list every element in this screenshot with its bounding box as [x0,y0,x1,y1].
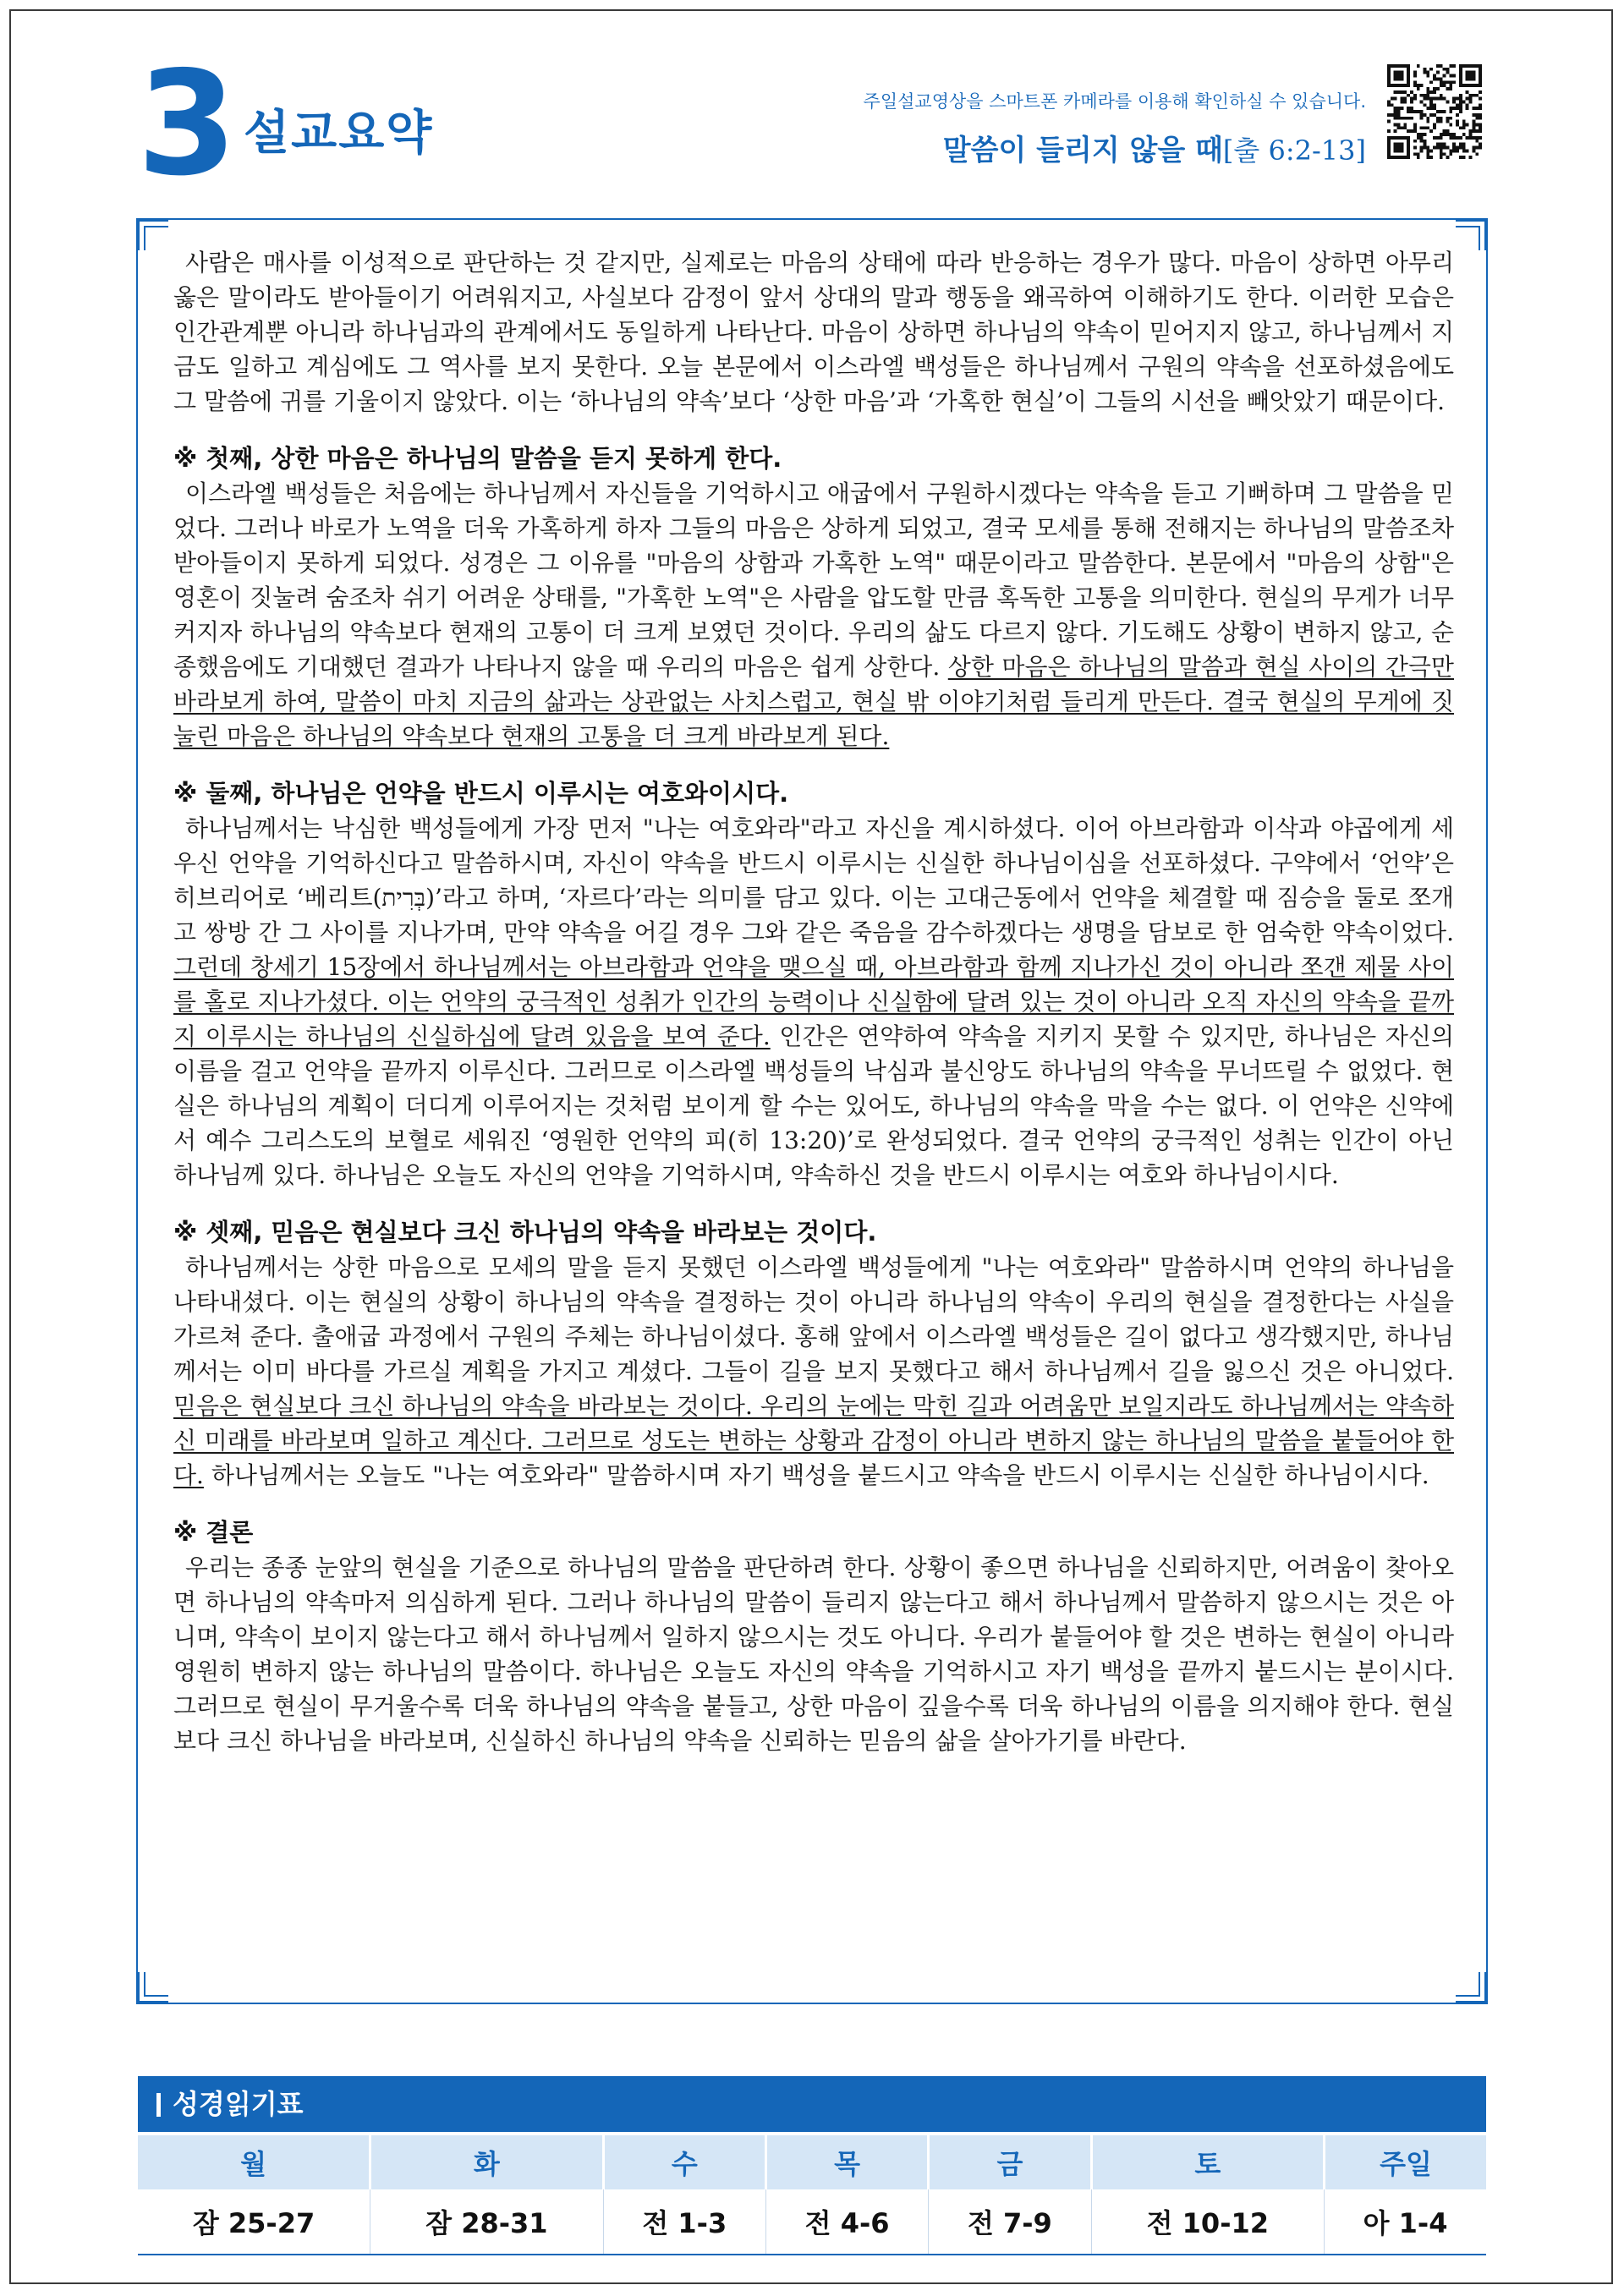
section-paragraph [173,245,1454,419]
reading-plan-table [138,2135,1486,2255]
section-heading: ※ 둘째, 하나님은 언약을 반드시 이루시는 여호와이시다. [173,779,789,808]
section-heading: ※ 첫째, 상한 마음은 하나님의 말씀을 듣지 못하게 한다. [173,444,782,473]
body-text: 사람은 매사를 이성적으로 판단하는 것 같지만, 실제로는 마음의 상태에 따라 반응하는 경우가 많다. 마음이 상하면 아무리 옳은 말이라도 받아들이기 어려워지고, 사실보다 감정이 앞서 상대의 말과 행동을 왜곡하여 이해하기도 한다. 이러한 모습은 인간관계뿐 아니라 하나님과의 관계에서도 동일하게 나타난다. 마음이 상하면 하나님의 약속이 믿어지지 않고, 하나님께서 지금도 일하고 계심에도 그 역사를 보지 못한다. 오늘 본문에서 이스라엘 백성들은 하나님께서 구원의 약속을 선포하셨음에도 그 말씀에 귀를 기울이지 않았다. 이는 ‘하나님의 약속’보다 ‘상한 마음’과 ‘가혹한 현실’이 그들의 시선을 빼앗았기 때문이다. [173,249,1454,415]
section-paragraph [173,1550,1454,1758]
header-bar-icon [156,2093,161,2117]
body-text: 하나님께서는 낙심한 백성들에게 가장 먼저 "나는 여호와라"라고 자신을 계시하셨다. 이어 아브라함과 이삭과 야곱에게 세우신 언약을 기억하신다고 말씀하시며, 자신이 약속을 반드시 이루시는 신실한 하나님이심을 선포하셨다. 구약에서 ‘언약’은 히브리어로 ‘베리트(בְּרִית)’라고 하며, ‘자르다’라는 의미를 담고 있다. 이는 고대근동에서 언약을 체결할 때 짐승을 둘로 쪼개고 쌍방 간 그 사이를 지나가며, 만약 약속을 어길 경우 그와 같은 죽음을 감수하겠다는 생명을 담보로 한 엄숙한 약속이었다. [173,814,1454,946]
reading-passages-row [138,2189,1486,2255]
sermon-title-text: 말씀이 들리지 않을 때 [942,134,1223,167]
section-title: 설교요약 [244,106,434,161]
section-heading: ※ 결론 [173,1518,254,1547]
reading-day: 금 [929,2135,1091,2189]
reading-day: 수 [603,2135,765,2189]
reading-passage: 전 4-6 [765,2189,928,2255]
reading-day: 목 [765,2135,928,2189]
reading-passage: 전 10-12 [1091,2189,1325,2255]
qr-note: 주일설교영상을 스마트폰 카메라를 이용해 확인하실 수 있습니다. [863,91,1366,112]
corner-ornament-icon [136,1970,170,2004]
reading-passage: 전 7-9 [929,2189,1091,2255]
body-text: 이스라엘 백성들은 처음에는 하나님께서 자신들을 기억하시고 애굽에서 구원하시겠다는 약속을 듣고 기뻐하며 그 말씀을 믿었다. 그러나 바로가 노역을 더욱 가혹하게 하자 그들의 마음은 상하게 되었고, 결국 모세를 통해 전해지는 하나님의 말씀조차 받아들이지 못하게 되었다. 성경은 그 이유를 "마음의 상함과 가혹한 노역" 때문이라고 말씀한다. 본문에서 "마음의 상함"은 영혼이 짓눌려 숨조차 쉬기 어려운 상태를, "가혹한 노역"은 사람을 압도할 만큼 혹독한 고통을 의미한다. 현실의 무게가 너무 커지자 하나님의 약속보다 현재의 고통이 더 크게 보였던 것이다. 우리의 삶도 다르지 않다. 기도해도 상황이 변하지 않고, 순종했음에도 기대했던 결과가 나타나지 않을 때 우리의 마음은 쉽게 상한다. [173,479,1454,681]
section-paragraph [173,1250,1454,1493]
section-paragraph [173,476,1454,753]
body-text: 우리는 종종 눈앞의 현실을 기준으로 하나님의 말씀을 판단하려 한다. 상황이 좋으면 하나님을 신뢰하지만, 어려움이 찾아오면 하나님의 약속마저 의심하게 된다. 그러나 하나님의 말씀이 들리지 않는다고 해서 하나님께서 말씀하지 않으시는 것은 아니며, 약속이 보이지 않는다고 해서 하나님께서 일하지 않으시는 것도 아니다. 우리가 붙들어야 할 것은 변하는 현실이 아니라 영원히 변하지 않는 하나님의 말씀이다. 하나님은 오늘도 자신의 약속을 기억하시고 자기 백성을 끝까지 붙드시는 분이시다. 그러므로 현실이 무거울수록 더욱 하나님의 약속을 붙들고, 상한 마음이 깊을수록 더욱 하나님의 이름을 의지해야 한다. 현실보다 크신 하나님을 바라보며, 신실하신 하나님의 약속을 신뢰하는 믿음의 삶을 살아가기를 바란다. [173,1553,1454,1755]
underlined-text: 그런데 창세기 15장에서 하나님께서는 아브라함과 언약을 맺으실 때, 아브라함과 함께 지나가신 것이 아니라 쪼갠 제물 사이를 홀로 지나가셨다. 이는 언약의 궁극적인 성취가 인간의 능력이나 신실함에 달려 있는 것이 아니라 오직 자신의 약속을 끝까지 이루시는 하나님의 신실하심에 달려 있음을 보여 준다. [173,953,1454,1050]
reading-plan-header [138,2076,1486,2132]
reading-passage: 잠 25-27 [138,2189,370,2255]
body-text: 인간은 연약하여 약속을 지키지 못할 수 있지만, 하나님은 자신의 이름을 걸고 언약을 끝까지 이루신다. 그러므로 이스라엘 백성들의 낙심과 불신앙도 하나님의 약속을 무너뜨릴 수 없었다. 현실은 하나님의 계획이 더디게 이루어지는 것처럼 보이게 할 수는 있어도, 하나님의 약속을 막을 수는 없다. 이 언약은 신약에서 예수 그리스도의 보혈로 세워진 ‘영원한 언약의 피(히 13:20)’로 완성되었다. 결국 언약의 궁극적인 성취는 인간이 아닌 하나님께 있다. 하나님은 오늘도 자신의 언약을 기억하시며, 약속하신 것을 반드시 이루시는 여호와 하나님이시다. [173,1022,1454,1189]
reading-passage: 아 1-4 [1325,2189,1486,2255]
section-paragraph [173,811,1454,1192]
sermon-title [943,127,1366,168]
corner-ornament-icon [1454,1970,1488,2004]
reading-passage: 잠 28-31 [370,2189,604,2255]
reading-day: 월 [138,2135,370,2189]
sermon-summary-box [136,218,1488,2004]
corner-ornament-icon [1454,218,1488,252]
reading-days-row [138,2135,1486,2189]
section-number: 3 [137,41,234,208]
reading-day: 화 [370,2135,604,2189]
scripture-reference: [출 6:2-13] [1222,134,1366,167]
underlined-text: 상한 마음은 하나님의 말씀과 현실 사이의 간극만 바라보게 하여, 말씀이 마치 지금의 삶과는 상관없는 사치스럽고, 현실 밖 이야기처럼 들리게 만든다. 결국 현실의 무게에 짓눌린 마음은 하나님의 약속보다 현재의 고통을 더 크게 바라보게 된다. [173,653,1454,750]
reading-passage: 전 1-3 [603,2189,765,2255]
qr-code-icon[interactable] [1387,64,1482,159]
reading-day: 토 [1091,2135,1325,2189]
sermon-text [173,245,1454,1758]
reading-day: 주일 [1325,2135,1486,2189]
body-text: 하나님께서는 상한 마음으로 모세의 말을 듣지 못했던 이스라엘 백성들에게 "나는 여호와라" 말씀하시며 언약의 하나님을 나타내셨다. 이는 현실의 상황이 하나님의 약속을 결정하는 것이 아니라 하나님의 약속이 우리의 현실을 결정한다는 사실을 가르쳐 준다. 출애굽 과정에서 구원의 주체는 하나님이셨다. 홍해 앞에서 이스라엘 백성들은 길이 없다고 생각했지만, 하나님께서는 이미 바다를 가르실 계획을 가지고 계셨다. 그들이 길을 보지 못했다고 해서 하나님께서 길을 잃으신 것은 아니었다. [173,1253,1454,1385]
underlined-text: 믿음은 현실보다 크신 하나님의 약속을 바라보는 것이다. 우리의 눈에는 막힌 길과 어려움만 보일지라도 하나님께서는 약속하신 미래를 바라보며 일하고 계신다. 그러므로 성도는 변하는 상황과 감정이 아니라 변하지 않는 하나님의 말씀을 붙들어야 한다. [173,1392,1454,1489]
section-heading: ※ 셋째, 믿음은 현실보다 크신 하나님의 약속을 바라보는 것이다. [173,1218,877,1247]
reading-plan-title: 성경읽기표 [173,2088,304,2120]
body-text: 하나님께서는 오늘도 "나는 여호와라" 말씀하시며 자기 백성을 붙드시고 약속을 반드시 이루시는 신실한 하나님이시다. [203,1461,1429,1489]
corner-ornament-icon [136,218,170,252]
header [0,0,1624,208]
